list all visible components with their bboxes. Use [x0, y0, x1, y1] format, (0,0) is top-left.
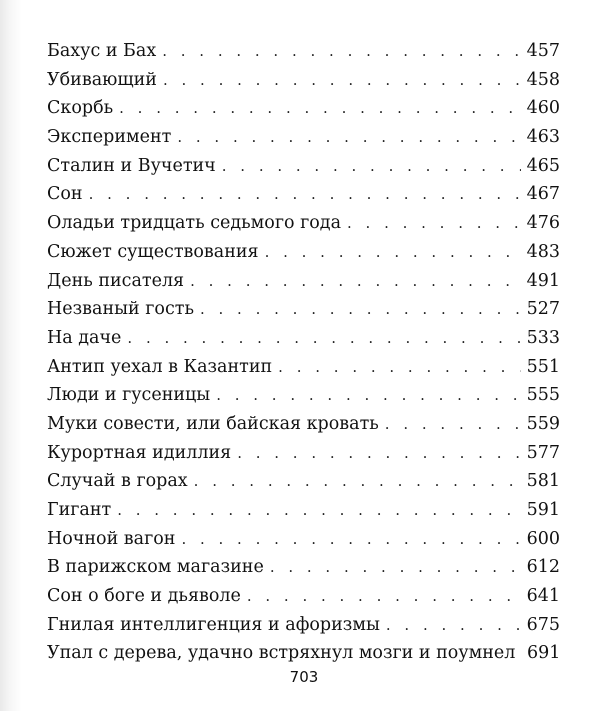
toc-entry — [47, 353, 560, 382]
toc-entry — [47, 553, 560, 582]
toc-entry-title: Упал с дерева, удачно встряхнул мозги и поумнел — [47, 643, 516, 664]
dot-leader — [216, 381, 521, 410]
toc-entry-page: 463 — [526, 127, 560, 148]
toc-entry — [47, 267, 560, 296]
toc-entry-page: 675 — [526, 614, 560, 635]
toc-entry-page: 467 — [526, 184, 560, 205]
toc-entry — [47, 467, 560, 496]
toc-entry-title: Гигант — [47, 500, 112, 520]
dot-leader — [247, 582, 521, 611]
toc-entry — [47, 209, 560, 238]
toc-entry-title: На даче — [47, 327, 122, 348]
toc-entry-title: День писателя — [47, 270, 185, 291]
toc-entry-page: 457 — [526, 41, 560, 61]
dot-leader — [190, 267, 521, 296]
dot-leader — [386, 611, 521, 640]
toc-entry — [47, 238, 560, 267]
toc-entry-page: 641 — [526, 586, 560, 607]
toc-entry — [47, 295, 560, 324]
toc-entry-title: Убивающий — [47, 69, 157, 90]
toc-entry-title: Муки совести, или байская кровать — [47, 413, 379, 434]
toc-entry-page: 476 — [526, 213, 560, 234]
dot-leader — [278, 353, 521, 382]
toc-entry-page: 600 — [526, 528, 560, 549]
toc-entry-title: Сон — [47, 184, 83, 205]
dot-leader — [163, 66, 521, 95]
toc-entry-title: Гнилая интеллигенция и афоризмы — [47, 614, 380, 635]
toc-entry-title: Курортная идиллия — [47, 442, 232, 463]
dot-leader — [385, 410, 521, 439]
toc-entry-title: Незваный гость — [47, 299, 194, 320]
dot-leader — [162, 37, 521, 66]
dot-leader — [347, 209, 521, 238]
toc-entry-title: Сон о боге и дьяволе — [47, 586, 241, 607]
toc-entry-page: 458 — [526, 69, 560, 90]
toc-entry-page: 577 — [526, 442, 560, 463]
toc-entry-page: 691 — [526, 643, 561, 664]
toc-entry-page: 559 — [526, 413, 560, 434]
dot-leader — [237, 439, 521, 468]
dot-leader — [117, 496, 521, 525]
toc-entry-title: Сталин и Вучетич — [47, 155, 216, 176]
toc-entry-page: 551 — [526, 356, 560, 377]
toc-entry — [47, 37, 560, 66]
toc-entry-page: 527 — [526, 299, 560, 320]
toc-entry — [47, 410, 560, 439]
toc-entry-title: Оладьи тридцать седьмого года — [47, 213, 341, 234]
dot-leader — [270, 553, 521, 582]
toc-entry-page: 533 — [526, 327, 560, 348]
toc-entry-page: 581 — [526, 471, 560, 492]
toc-entry-title: Скорбь — [47, 98, 114, 119]
toc-entry — [47, 611, 560, 640]
toc-entry-title: Эксперимент — [47, 127, 172, 148]
toc-entry-title: Случай в горах — [47, 471, 188, 492]
toc-entry-page: 612 — [526, 557, 560, 578]
toc-entry — [47, 180, 560, 209]
toc-entry-title: Антип уехал в Казантип — [47, 356, 273, 377]
toc-entry — [47, 525, 560, 554]
toc-entry — [47, 66, 560, 95]
toc-entry — [47, 496, 560, 525]
toc-entry-page: 483 — [526, 241, 560, 262]
toc-entry — [47, 639, 560, 668]
toc-entry — [47, 439, 560, 468]
toc-entry-title: Ночной вагон — [47, 528, 176, 549]
toc-entry-title: Бахус и Бах — [47, 41, 157, 61]
toc-entry — [47, 94, 560, 123]
dot-leader — [200, 295, 521, 324]
toc-entry-title: В парижском магазине — [47, 557, 264, 578]
dot-leader — [89, 180, 521, 209]
toc-entry — [47, 152, 560, 181]
dot-leader — [127, 324, 521, 353]
dot-leader — [181, 525, 521, 554]
toc-entry — [47, 381, 560, 410]
toc-entry — [47, 582, 560, 611]
toc-entry-page: 465 — [526, 155, 560, 176]
toc-entry-page: 555 — [526, 385, 560, 406]
dot-leader — [177, 123, 521, 152]
dot-leader — [265, 238, 521, 267]
toc-entry-title: Сюжет существования — [47, 241, 259, 262]
dot-leader — [194, 467, 521, 496]
toc-entry-page: 460 — [526, 98, 560, 119]
toc-entry-title: Люди и гусеницы — [47, 385, 211, 406]
toc-entry-page: 591 — [526, 500, 560, 520]
dot-leader — [119, 94, 521, 123]
toc-entry — [47, 123, 560, 152]
toc-entry — [47, 324, 560, 353]
dot-leader — [222, 152, 521, 181]
page-number: 703 — [289, 668, 319, 686]
table-of-contents — [47, 37, 560, 668]
toc-entry-page: 491 — [526, 270, 560, 291]
